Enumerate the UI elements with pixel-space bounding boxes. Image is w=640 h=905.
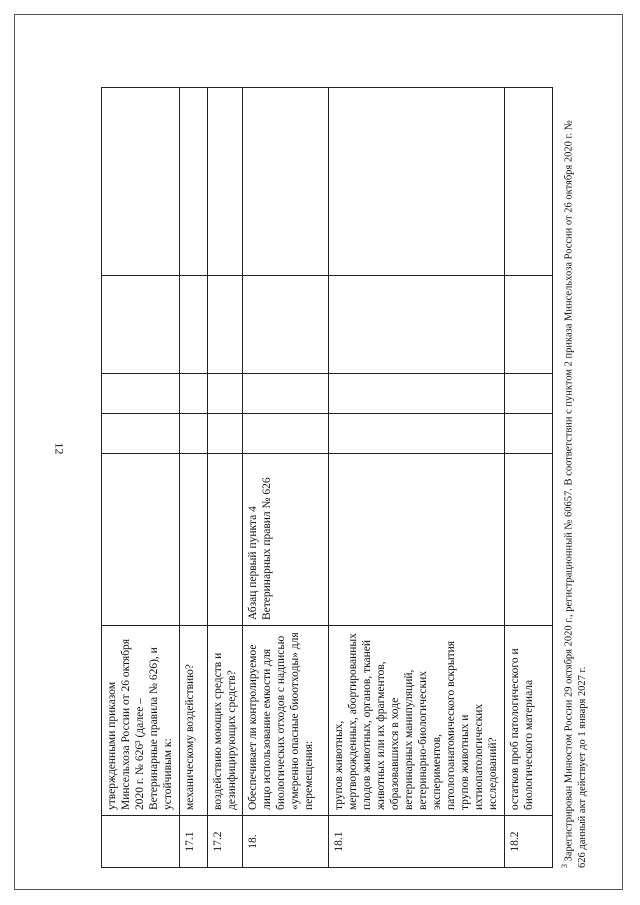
row-question: остатков проб патологического и биологического материала xyxy=(505,626,553,816)
answer-cell xyxy=(329,276,505,374)
row-reference xyxy=(329,454,505,626)
row-reference xyxy=(505,454,553,626)
answer-cell xyxy=(180,276,208,374)
comment-cell xyxy=(208,88,243,276)
answer-cell xyxy=(243,276,329,374)
answer-cell xyxy=(180,414,208,454)
row-question: механическому воздействию? xyxy=(180,626,208,816)
row-reference xyxy=(102,454,180,626)
answer-cell xyxy=(329,374,505,414)
answer-cell xyxy=(505,276,553,374)
comment-cell xyxy=(505,88,553,276)
answer-cell xyxy=(208,276,243,374)
checklist-sheet xyxy=(101,88,551,868)
footnote-text: Зарегистрирован Минюстом России 29 октября 2020 г., регистрационный № 60657. В соответствии с пунктом 2 приказа Минсельхоза России от 26 октября 2020 г. № 626 данный акт действует до 1 января 2027 г. xyxy=(563,120,588,868)
comment-cell xyxy=(329,88,505,276)
page-number: 12 xyxy=(52,442,67,455)
answer-cell xyxy=(102,414,180,454)
answer-cell xyxy=(505,374,553,414)
table-row xyxy=(243,88,329,868)
comment-cell xyxy=(243,88,329,276)
table-row xyxy=(180,88,208,868)
table-row xyxy=(505,88,553,868)
answer-cell xyxy=(243,414,329,454)
row-number: 17.1 xyxy=(180,816,208,868)
row-question: Обеспечивает ли контролируемое лицо использование емкости для биологических отходов с надписью «умеренно опасные биоотходы» для перемещения: xyxy=(243,626,329,816)
table-row xyxy=(329,88,505,868)
row-question: воздействию моющих средств и дезинфицирующих средств? xyxy=(208,626,243,816)
checklist-table xyxy=(101,87,553,868)
answer-cell xyxy=(505,414,553,454)
row-number: 17.2 xyxy=(208,816,243,868)
row-question: трупов животных, мертворожденных, абортированных плодов животных, органов, тканей животных или их фрагментов, образовавшихся в ходе ветеринарных манипуляций, ветеринарно-биологических экспериментов, патологоанатомического вскрытия трупов животных и ихтиопатологических исследований? xyxy=(329,626,505,816)
row-reference xyxy=(208,454,243,626)
answer-cell xyxy=(208,414,243,454)
row-question: утвержденными приказом Минсельхоза России от 26 октября 2020 г. № 626³ (далее – Ветеринарные правила № 626), и устойчивым к: xyxy=(102,626,180,816)
table-row xyxy=(208,88,243,868)
answer-cell xyxy=(329,414,505,454)
answer-cell xyxy=(208,374,243,414)
row-reference: Абзац первый пункта 4 Ветеринарных правил № 626 xyxy=(243,454,329,626)
footnote xyxy=(558,108,602,868)
row-number: 18. xyxy=(243,816,329,868)
row-number xyxy=(102,816,180,868)
footnote-marker: 3 xyxy=(560,864,569,868)
comment-cell xyxy=(180,88,208,276)
row-number: 18.2 xyxy=(505,816,553,868)
answer-cell xyxy=(102,276,180,374)
answer-cell xyxy=(102,374,180,414)
table-row xyxy=(102,88,180,868)
row-reference xyxy=(180,454,208,626)
answer-cell xyxy=(180,374,208,414)
row-number: 18.1 xyxy=(329,816,505,868)
answer-cell xyxy=(243,374,329,414)
comment-cell xyxy=(102,88,180,276)
